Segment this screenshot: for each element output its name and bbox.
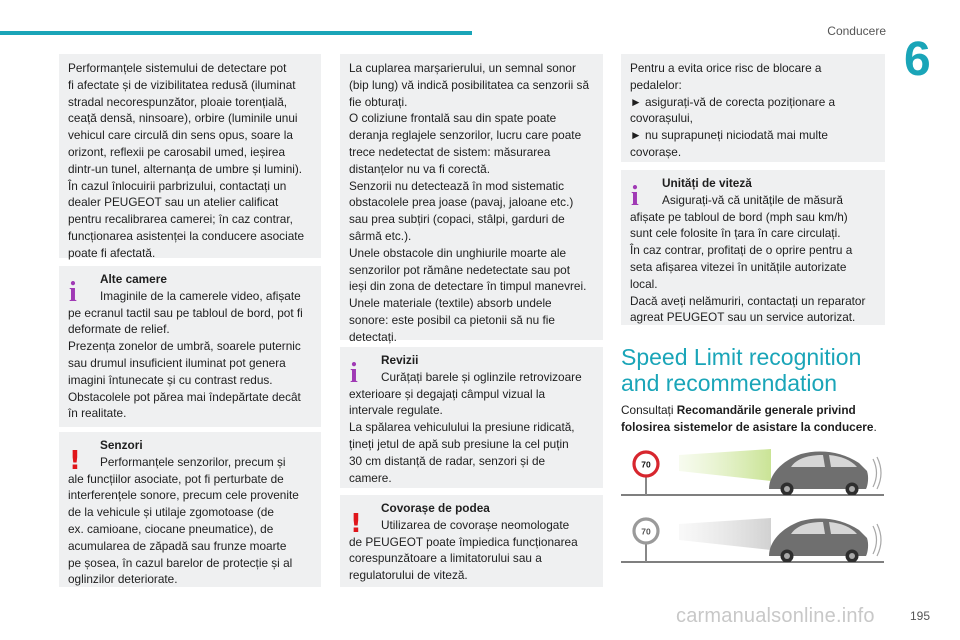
speed-units-note bbox=[621, 170, 885, 325]
sign-value: 70 bbox=[641, 526, 651, 537]
sign-value: 70 bbox=[641, 459, 651, 470]
warning-title: Senzori bbox=[100, 438, 143, 452]
header-accent-bar bbox=[0, 31, 472, 35]
consult-link-text: Recomandările generale privind folosirea sistemelor de asistare la conducere bbox=[621, 403, 874, 434]
info-icon: i bbox=[69, 277, 77, 308]
reverse-sensors-text: La cuplarea marșarierului, un semnal sonor (bip lung) vă indică posibilitatea ca senzorii să fie obturați. O coliziune frontală sau din spate poate deranja reglajele senzorilor, lucru care poate trece nedetectat de sistem: măsurarea distanțelor nu va fi corectă. Senzorii nu detectează în mod sistematic obstacolele prea joase (pavaj, jaloane etc.) sau prea subțiri (copaci, stâlpi, garduri de sârmă etc.). Unele obstacole din unghiurile moarte ale senzorilor pot rămâne nedetectate sau pot ieși din zona de detectare în timpul manevrei. Unele materiale (textile) absorb undele sonore: este posibil ca pietonii să nu fie detectați. bbox=[349, 61, 589, 344]
pedal-blocking-text: Pentru a evita orice risc de blocare a pedalelor: ► asigurați-vă de corecta poziționare a covorașului, ► nu suprapuneți niciodată mai multe covorașe. bbox=[630, 61, 836, 159]
note-first-line: Curățați barele și oglinzile retrovizoare bbox=[381, 369, 582, 384]
consult-reference bbox=[621, 402, 889, 436]
detection-performance-text: Performanțele sistemului de detectare pot fi afectate și de vizibilitatea redusă (iluminat stradal necorespunzător, ploaie torențială, ceață densă, ninsoare), orbire (luminile unui vehicul care circulă din sens opus, soare la orizont, reflexii pe carosabil umed, ieșirea dintr-un tunel, alternanța de umbre și lumini). În cazul înlocuirii parbrizului, contactați un dealer PEUGEOT sau un atelier calificat pentru recalibrarea camerei; în caz contrar, funcționarea asistenței la conducere asociate poate fi afectată. bbox=[68, 61, 305, 260]
note-first-line: Asigurați-vă că unitățile de măsură bbox=[662, 192, 843, 207]
note-text: exterioare și degajați câmpul vizual la intervale regulate. La spălarea vehiculului la presiune ridicată, țineți jetul de apă sub presiune la cel puțin 30 cm distanță de radar, senzori și de camere. bbox=[349, 386, 575, 485]
warning-title: Covorașe de podea bbox=[381, 501, 490, 515]
note-title: Alte camere bbox=[100, 272, 167, 286]
note-title: Unități de viteză bbox=[662, 176, 752, 190]
page-number: 195 bbox=[909, 609, 930, 623]
detection-performance-box bbox=[59, 54, 321, 258]
motion-lines bbox=[873, 457, 881, 489]
speed-limit-sign bbox=[634, 452, 658, 476]
section-title: Conducere bbox=[827, 24, 886, 38]
warning-first-line: Performanțele senzorilor, precum și bbox=[100, 454, 286, 469]
note-title: Revizii bbox=[381, 353, 419, 367]
speed-limit-sign bbox=[634, 519, 658, 543]
info-icon: i bbox=[350, 358, 358, 389]
warning-first-line: Utilizarea de covorașe neomologate bbox=[381, 517, 570, 532]
speed-recommendation-illustration bbox=[621, 512, 884, 566]
note-text: pe ecranul tactil sau pe tabloul de bord, pot fi deformate de relief. Prezența zonelor de umbră, soarele puternic sau drumul insuficient iluminat pot genera imagini întunecate și cu contrast redus. Obstacolele pot părea mai îndepărtate decât în realitate. bbox=[68, 305, 303, 421]
warning-text: de PEUGEOT poate împiedica funcționarea corespunzătoare a limitatorului sau a regulatorului de viteză. bbox=[349, 534, 578, 583]
sensors-warning bbox=[59, 432, 321, 587]
speed-sign-recognition-illustration bbox=[621, 445, 884, 499]
car-icon bbox=[769, 451, 868, 495]
info-icon: i bbox=[631, 181, 639, 212]
watermark: carmanualsonline.info bbox=[676, 605, 875, 627]
warning-icon: ! bbox=[350, 509, 362, 539]
chapter-number: 6 bbox=[904, 33, 931, 86]
consult-prefix: Consultați bbox=[621, 403, 677, 417]
warning-icon: ! bbox=[69, 446, 81, 476]
floor-mats-warning bbox=[340, 495, 603, 587]
note-first-line: Imaginile de la camerele video, afișate bbox=[100, 288, 301, 303]
warning-text: ale funcțiilor asociate, pot fi perturbate de interferențele sonore, precum cele provenite de la vehicule și utilaje zgomotoase (de ex. camioane, ciocane pneumatice), de acumularea de zăpadă sau frunze moarte pe șosea, în cazul barelor de protecție și al oglinzilor deteriorate. bbox=[68, 471, 299, 587]
other-cameras-note bbox=[59, 266, 321, 427]
revisions-note bbox=[340, 347, 603, 488]
section-heading: Speed Limit recognition and recommendation bbox=[621, 344, 862, 396]
pedal-blocking-box bbox=[621, 54, 885, 162]
camera-beam bbox=[679, 449, 771, 481]
motion-lines bbox=[873, 524, 881, 556]
consult-suffix: . bbox=[873, 420, 877, 434]
note-text: afișate pe tabloul de bord (mph sau km/h) sunt cele folosite în țara în care circulați. În caz contrar, profitați de o oprire pentru a seta afișarea vitezei în unitățile autorizate local. Dacă aveți nelămuriri, contactați un reparator agreat PEUGEOT sau un service autorizat. bbox=[630, 209, 866, 325]
reverse-sensors-box bbox=[340, 54, 603, 344]
car-icon bbox=[769, 518, 868, 562]
camera-beam bbox=[679, 518, 771, 550]
